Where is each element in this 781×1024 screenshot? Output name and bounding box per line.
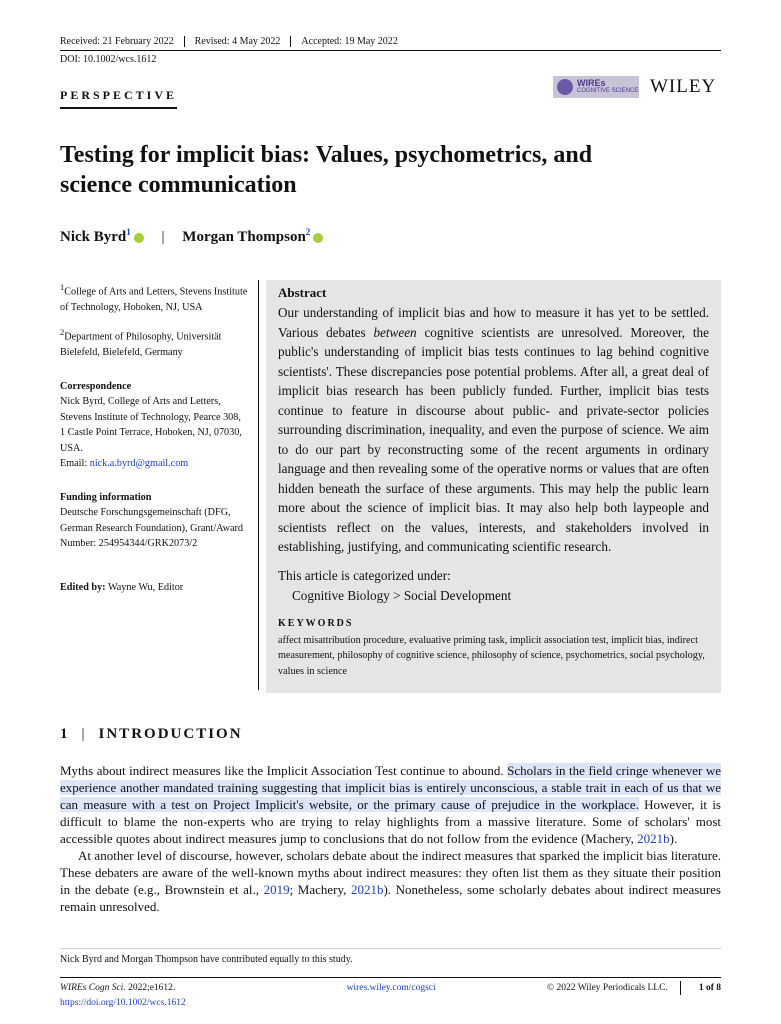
received-date: Received: 21 February 2022	[60, 36, 174, 47]
doi-link[interactable]: https://doi.org/10.1002/wcs.1612	[60, 998, 186, 1008]
abstract-text: Our understanding of implicit bias and how to measure it has yet to be settled. Various debates between cognitive scientists are unresolved. Moreover, the public's understanding of implicit bias tests continues to lag behind cognitive scientists'. These discrepancies pose potential problems. After all, a great deal of implicit bias research has been publicly funded. Further, implicit bias tests continue to feature in discourse about public- and private-sector policies surrounding discrimination, inequality, and even the purpose of science. We aim to do our part by reconstructing some of the recent arguments in ordinary language and then revealing some of the operative norms or values that are often hidden beneath the surface of these arguments. This may help the public learn more about the science of implicit bias. It may also help both laypeople and scientists reflect on the values, interests, and stakeholders involved in establishing, justifying, and communicating scientific research.	[278, 305, 709, 554]
page-number: 1 of 8	[680, 981, 721, 995]
edited-by: Edited by: Wayne Wu, Editor	[60, 581, 184, 593]
citation-link[interactable]: 2019	[263, 882, 290, 897]
article-type: PERSPECTIVE	[60, 88, 177, 109]
category-link[interactable]: Cognitive Biology > Social Development	[292, 587, 512, 603]
footer-rule	[60, 977, 721, 978]
categories	[278, 566, 709, 606]
wiley-logo: WILEY	[650, 76, 717, 97]
article-history	[60, 36, 408, 47]
correspondence: Correspondence Nick Byrd, College of Arts and Letters, Stevens Institute of Technology, Pearce 308, 1 Castle Point Terrace, Hoboken, NJ, 07030, USA. Email: nick.a.byrd@gmail.com	[60, 380, 242, 470]
doi: DOI: 10.1002/wcs.1612	[60, 54, 157, 65]
orcid-icon[interactable]	[313, 233, 323, 243]
author-separator: |	[161, 229, 165, 245]
wires-logo-subtext: COGNITIVE SCIENCE	[577, 88, 639, 94]
abstract-box	[266, 280, 721, 693]
accepted-date: Accepted: 19 May 2022	[290, 36, 407, 47]
wires-logo	[553, 76, 639, 98]
wires-logo-icon	[557, 79, 573, 95]
author-list	[60, 227, 323, 246]
article-info-column	[60, 280, 248, 605]
email-link[interactable]: nick.a.byrd@gmail.com	[89, 458, 189, 470]
orcid-icon[interactable]	[134, 233, 144, 243]
affiliation: $^2$Department of Philosophy, Universität Bielefeld, Bielefeld, Germany	[60, 327, 222, 359]
author-affiliation-ref[interactable]: 2	[305, 227, 311, 237]
author-affiliation-ref[interactable]: 1	[126, 227, 131, 237]
journal-site-link[interactable]: wires.wiley.com/cogsci	[346, 983, 436, 993]
section-heading: 1 | INTRODUCTION	[60, 726, 243, 742]
footnote-rule	[60, 948, 721, 949]
copyright: © 2022 Wiley Periodicals LLC.	[546, 983, 668, 993]
keywords-heading: KEYWORDS	[278, 617, 354, 629]
paragraph: Myths about indirect measures like the Implicit Association Test continue to abound. Scholars in the field cringe whenever we experience another mandated training suggesting that implicit bias is entirely unconscious, a stable trait in each of us that we can measure with a test on Project Implicit's website, or the primary cause of prejudice in the workplace. However, it is difficult to blame the non-experts who are trying to relay highlights from a massive literature. Some of scholars' most accessible quotes about indirect measures jump to conclusions that do not follow from the evidence (Machery, 2021b).	[60, 763, 721, 846]
footnote: Nick Byrd and Morgan Thompson have contributed equally to this study.	[60, 954, 353, 965]
categories-label: This article is categorized under:	[278, 567, 451, 583]
funding-info: Funding information Deutsche Forschungsgemeinschaft (DFG, German Research Foundation), Grant/Award Number: 254954344/GRK2073/2	[60, 491, 243, 550]
paragraph: At another level of discourse, however, scholars debate about the indirect measures that sparked the implicit bias literature. These debaters are aware of the well-known myths about indirect measures: they often list them as they situate their position in the debate (e.g., Brownstein et al., 2019; Machery, 2021b). Nonetheless, some scholarly debates about indirect measures remain unresolved.	[60, 848, 721, 914]
header-rule	[60, 50, 721, 51]
column-divider	[258, 280, 259, 690]
author-name: Nick Byrd	[60, 229, 127, 245]
citation-link[interactable]: 2021b	[350, 882, 384, 897]
author-name: Morgan Thompson	[182, 229, 306, 245]
revised-date: Revised: 4 May 2022	[184, 36, 291, 47]
article-title: Testing for implicit bias: Values, psychometrics, and science communication	[60, 142, 593, 198]
abstract-heading: Abstract	[278, 285, 327, 300]
wires-logo-text: WIREs	[577, 78, 606, 88]
journal-citation: WIREs Cogn Sci. 2022;e1612.	[60, 983, 176, 993]
citation-link[interactable]: 2021b	[637, 831, 670, 846]
body-text	[60, 762, 721, 915]
highlighted-text[interactable]: Scholars in the field cringe whenever we experience another mandated training suggesting that implicit bias is entirely unconscious, a stable trait in each of us that we can measure with a test on Project Implicit's website, or the primary cause of prejudice in the workplace.	[60, 763, 721, 812]
affiliation: $^1$College of Arts and Letters, Stevens Institute of Technology, Hoboken, NJ, USA	[60, 282, 248, 313]
keywords: affect misattribution procedure, evaluative priming task, implicit association test, implicit bias, indirect measurement, philosophy of cognitive science, philosophy of science, psychometrics, social psychology, values in science	[278, 634, 705, 677]
page-footer	[60, 981, 721, 1011]
